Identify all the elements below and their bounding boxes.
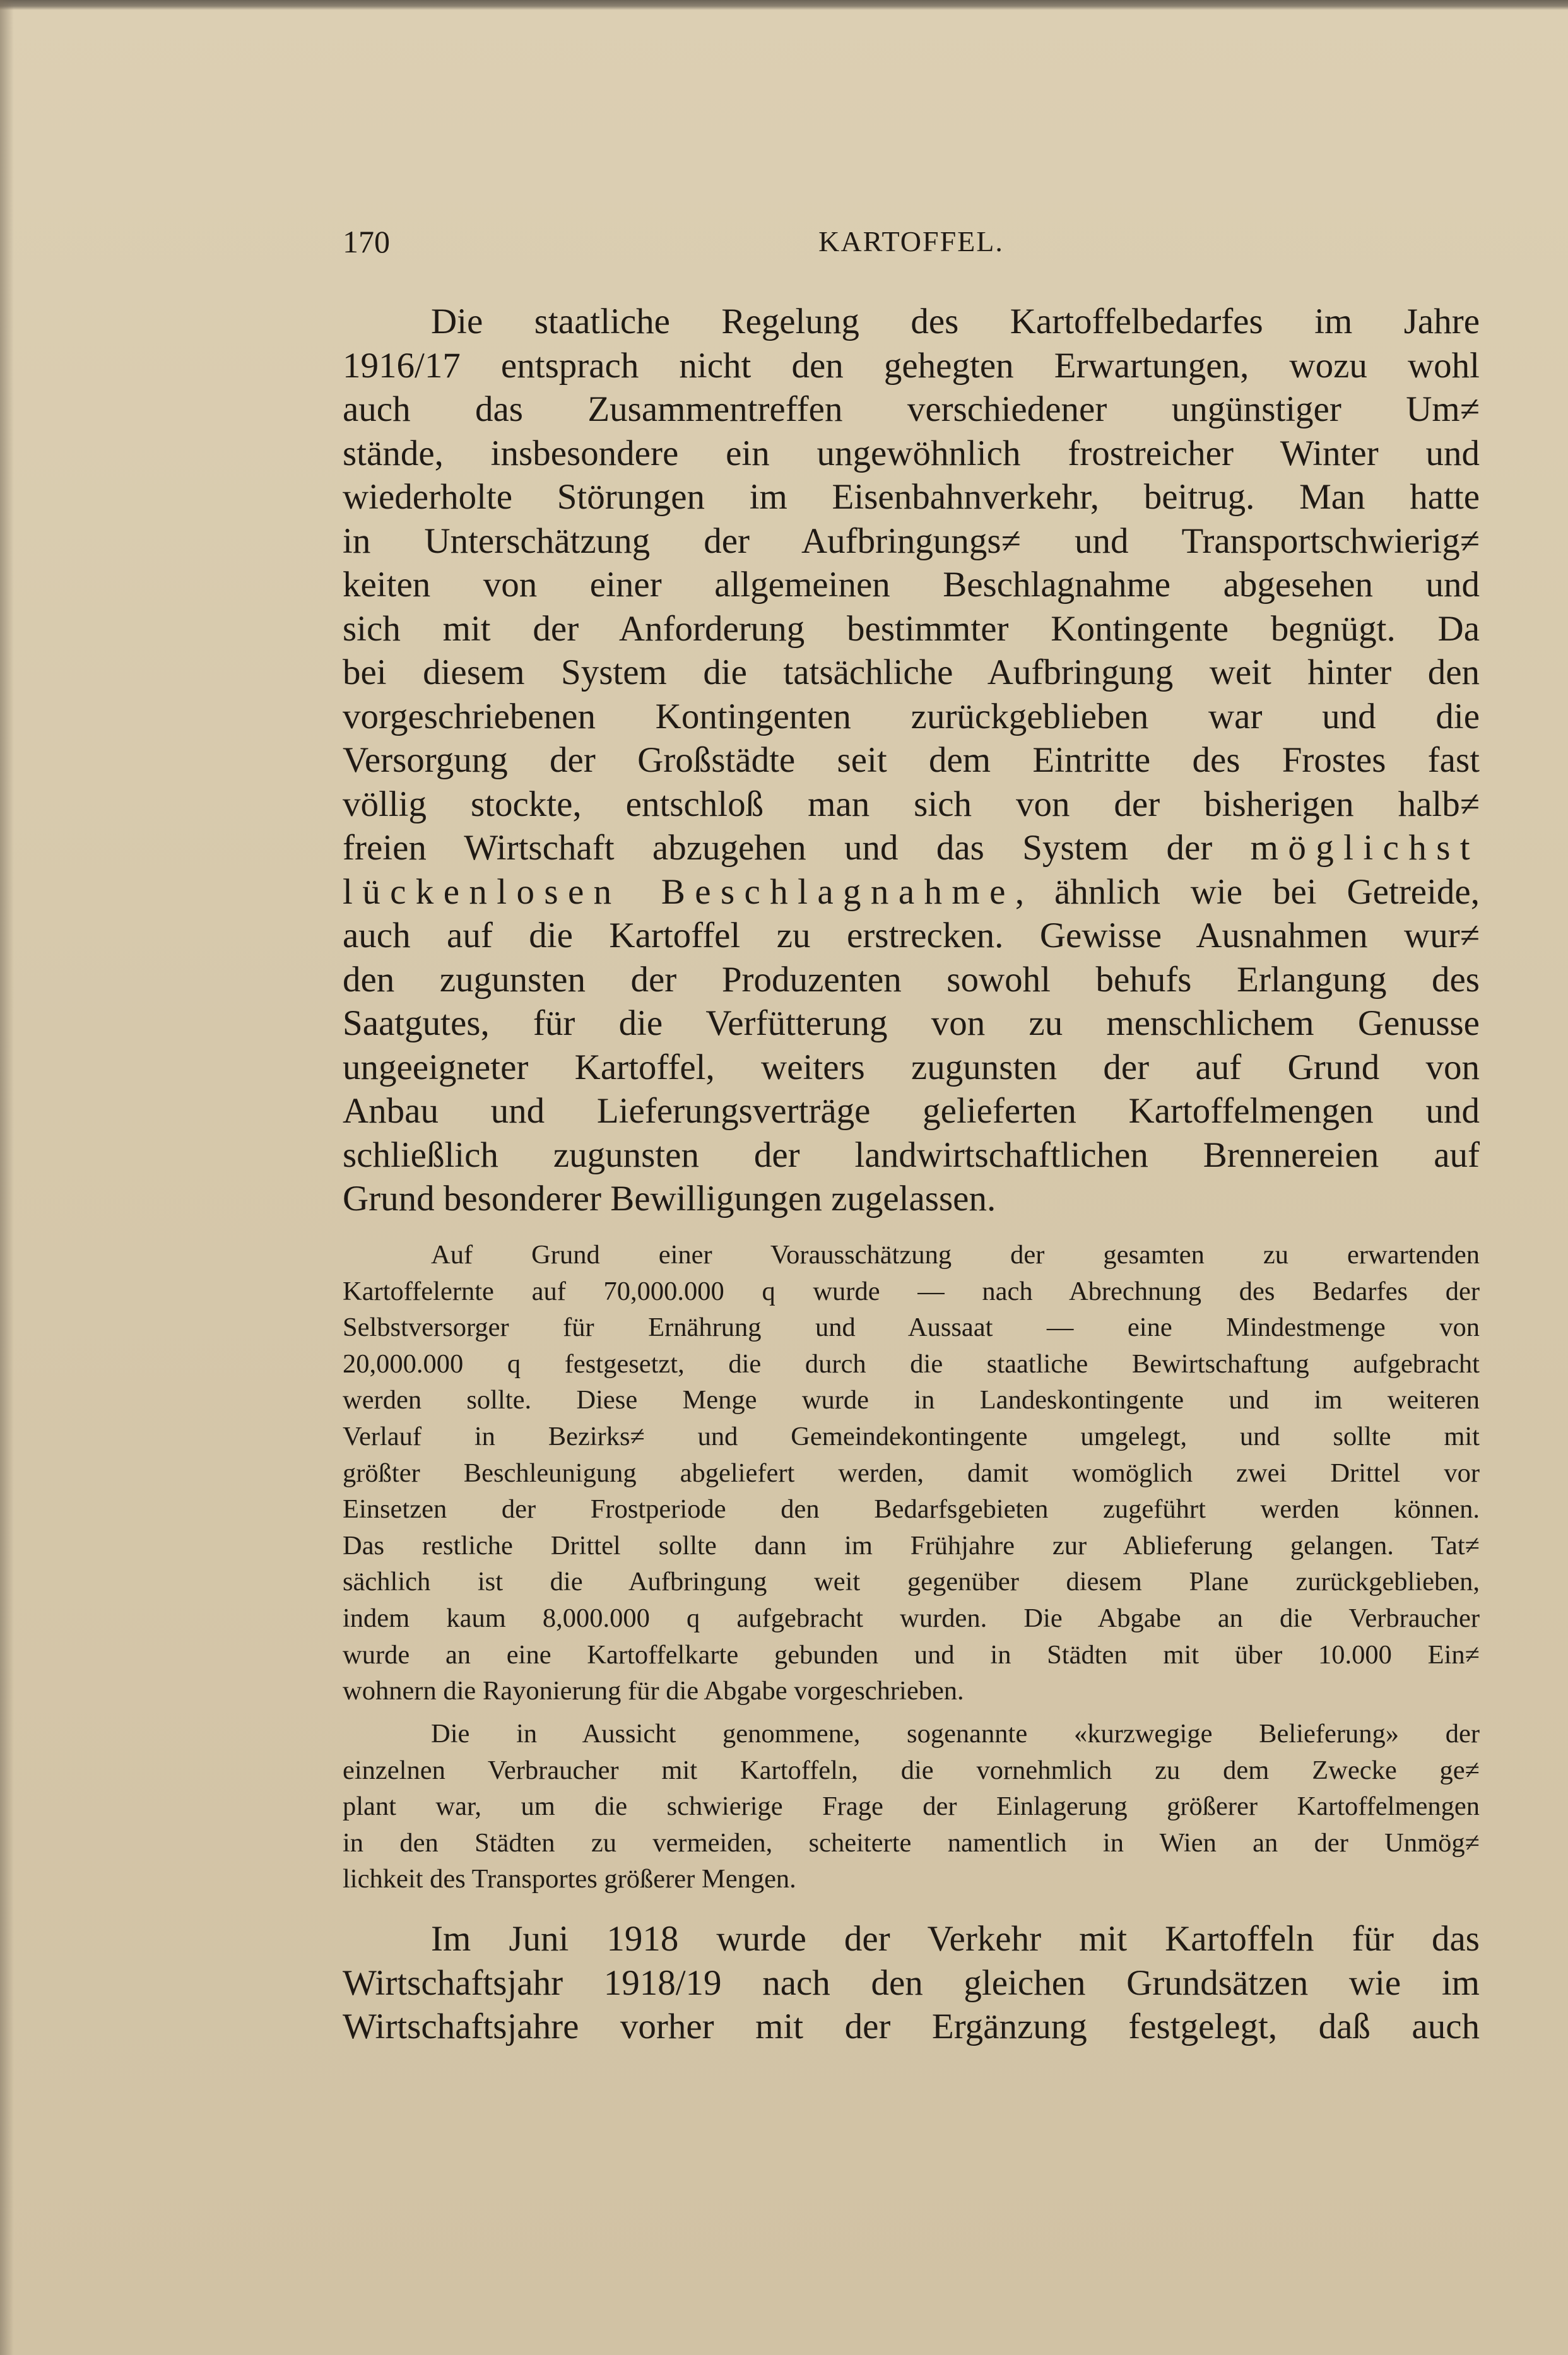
- text-line: 1916/17 entsprach nicht den gehegten Erwartungen, wozu wohl: [343, 345, 1480, 386]
- text-line: den zugunsten der Produzenten sowohl behufs Erlangung des: [343, 959, 1480, 1000]
- main-paragraph: [343, 300, 1480, 1221]
- text-line: Grund besonderer Bewilligungen zugelassen.: [343, 1179, 996, 1219]
- note-line: Die in Aussicht genommene, sogenannte «kurzwegige Belieferung» der: [431, 1719, 1480, 1749]
- note-line: Einsetzen der Frostperiode den Bedarfsgebieten zugeführt werden können.: [343, 1494, 1480, 1525]
- note-line: Kartoffelernte auf 70,000.000 q wurde — nach Abrechnung des Bedarfes der: [343, 1276, 1480, 1306]
- text-line: auch das Zusammentreffen verschiedener ungünstiger Um≠: [343, 389, 1480, 429]
- text-line: Wirtschaftsjahr 1918/19 nach den gleichen Grundsätzen wie im: [343, 1962, 1480, 2003]
- note-line: wohnern die Rayonierung für die Abgabe vorgeschrieben.: [343, 1676, 964, 1706]
- note-paragraph-2: [343, 1716, 1480, 1898]
- text-line: [343, 870, 1480, 914]
- page-number: 170: [343, 224, 390, 259]
- text-line: Wirtschaftsjahre vorher mit der Ergänzung festgelegt, daß auch: [343, 2007, 1480, 2046]
- emphasized-text: möglichst: [1250, 828, 1480, 868]
- text-segment: , ähnlich wie bei Getreide,: [1015, 871, 1480, 912]
- note-line: sächlich ist die Aufbringung weit gegenüber diesem Plane zurückgeblieben,: [343, 1567, 1480, 1597]
- text-line: Die staatliche Regelung des Kartoffelbedarfes im Jahre: [431, 302, 1480, 341]
- text-line: wiederholte Störungen im Eisenbahnverkehr, beitrug. Man hatte: [343, 477, 1480, 517]
- note-line: einzelnen Verbraucher mit Kartoffeln, die vornehmlich zu dem Zwecke ge≠: [343, 1755, 1480, 1785]
- note-line: Verlauf in Bezirks≠ und Gemeindekontingente umgelegt, und sollte mit: [343, 1421, 1480, 1451]
- note-line: 20,000.000 q festgesetzt, die durch die staatliche Bewirtschaftung aufgebracht: [343, 1349, 1480, 1379]
- running-head: [343, 220, 1480, 264]
- note-line: plant war, um die schwierige Frage der Einlagerung größerer Kartoffelmengen: [343, 1791, 1480, 1822]
- text-segment: freien Wirtschaft abzugehen und das System der: [343, 828, 1213, 868]
- text-line: Versorgung der Großstädte seit dem Eintritte des Frostes fast: [343, 740, 1480, 780]
- emphasized-text: lückenlosen Beschlagnahme: [343, 871, 1015, 912]
- text-line: keiten von einer allgemeinen Beschlagnahme abgesehen und: [343, 565, 1480, 605]
- text-line: [343, 826, 1480, 870]
- note-line: werden sollte. Diese Menge wurde in Landeskontingente und im weiteren: [343, 1385, 1480, 1415]
- text-line: sich mit der Anforderung bestimmter Kontingente begnügt. Da: [343, 608, 1480, 649]
- text-line: stände, insbesondere ein ungewöhnlich frostreicher Winter und: [343, 433, 1480, 473]
- text-line: ungeeigneter Kartoffel, weiters zugunsten der auf Grund von: [343, 1047, 1480, 1087]
- note-line: lichkeit des Transportes größerer Mengen.: [343, 1864, 796, 1894]
- page-top-edge-shadow: [0, 0, 1568, 10]
- note-paragraph-1: [343, 1237, 1480, 1709]
- text-line: völlig stockte, entschloß man sich von der bisherigen halb≠: [343, 784, 1480, 824]
- text-line: auch auf die Kartoffel zu erstrecken. Gewisse Ausnahmen wur≠: [343, 916, 1480, 955]
- note-line: in den Städten zu vermeiden, scheiterte namentlich in Wien an der Unmög≠: [343, 1827, 1480, 1858]
- text-line: vorgeschriebenen Kontingenten zurückgeblieben war und die: [343, 696, 1480, 736]
- text-line: Anbau und Lieferungsverträge gelieferten Kartoffelmengen und: [343, 1091, 1480, 1131]
- note-line: Auf Grund einer Vorausschätzung der gesamten zu erwartenden: [431, 1240, 1480, 1270]
- text-line: Saatgutes, für die Verfütterung von zu menschlichem Genusse: [343, 1003, 1480, 1043]
- note-line: wurde an eine Kartoffelkarte gebunden und in Städten mit über 10.000 Ein≠: [343, 1639, 1480, 1670]
- text-line: schließlich zugunsten der landwirtschaftlichen Brennereien auf: [343, 1135, 1480, 1175]
- final-paragraph: [343, 1917, 1480, 2049]
- text-line: in Unterschätzung der Aufbringungs≠ und Transportschwierig≠: [343, 521, 1480, 561]
- running-title: KARTOFFEL.: [818, 225, 1004, 257]
- text-line: Im Juni 1918 wurde der Verkehr mit Kartoffeln für das: [431, 1919, 1480, 1959]
- text-line: bei diesem System die tatsächliche Aufbringung weit hinter den: [343, 652, 1480, 692]
- note-line: indem kaum 8,000.000 q aufgebracht wurden. Die Abgabe an die Verbraucher: [343, 1603, 1480, 1633]
- note-line: Selbstversorger für Ernährung und Aussaat — eine Mindestmenge von: [343, 1313, 1480, 1343]
- page-left-edge-shadow: [0, 0, 14, 2355]
- note-line: Das restliche Drittel sollte dann im Frühjahre zur Ablieferung gelangen. Tat≠: [343, 1530, 1480, 1561]
- note-line: größter Beschleunigung abgeliefert werden, damit womöglich zwei Drittel vor: [343, 1458, 1480, 1488]
